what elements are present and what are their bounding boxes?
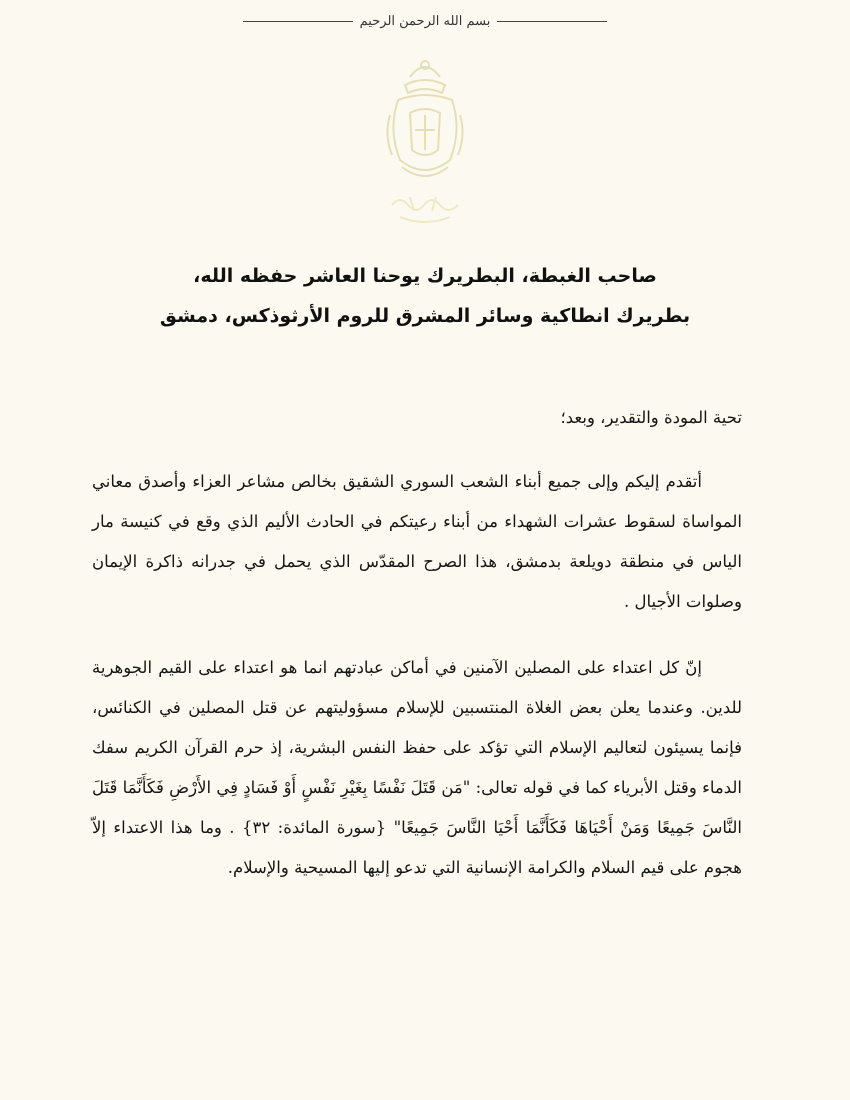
basmala-header: [0, 14, 850, 29]
paragraph-condemnation: إنّ كل اعتداء على المصلين الآمنين في أماكن عبادتهم انما هو اعتداء على القيم الجوهرية للدين. وعندما يعلن بعض الغلاة المنتسبين للإسلام مسؤوليتهم عن قتل المصلين في الكنائس، فإنما يسيئون لتعاليم الإسلام التي تؤكد على حفظ النفس البشرية، إذ حرم القرآن الكريم سفك الدماء وقتل الأبرياء كما في قوله تعالى: "مَن قَتَلَ نَفْسًا بِغَيْرِ نَفْسٍ أَوْ فَسَادٍ فِي الأَرْضِ فَكَأَنَّمَا قَتَلَ النَّاسَ جَمِيعًا وَمَنْ أَحْيَاهَا فَكَأَنَّمَا أَحْيَا النَّاسَ جَمِيعًا" {سورة المائدة: ٣٢} . وما هذا الاعتداء إلاّ هجوم على قيم السلام والكرامة الإنسانية التي تدعو إليها المسيحية والإسلام.: [92, 658, 742, 877]
paragraph-condolence: أتقدم إليكم وإلى جميع أبناء الشعب السوري الشقيق بخالص مشاعر العزاء وأصدق معاني المواساة لسقوط عشرات الشهداء من أبناء رعيتكم في الحادث الأليم الذي وقع في كنيسة مار الياس في منطقة دويلعة بدمشق، هذا الصرح المقدّس الذي يحمل في جدرانه ذاكرة الإيمان وصلوات الأجيال .: [92, 472, 742, 611]
royal-crown-emblem-icon: [380, 55, 470, 230]
recipient-address: [0, 256, 850, 336]
letter-body: [92, 400, 742, 888]
basmala-rule-right: [497, 21, 607, 22]
address-line-1: صاحب الغبطة، البطريرك يوحنا العاشر حفظه الله،: [193, 265, 657, 287]
greeting: تحية المودة والتقدير، وبعد؛: [560, 408, 742, 427]
basmala-rule-left: [243, 21, 353, 22]
address-line-2: بطريرك انطاكية وسائر المشرق للروم الأرثوذكس، دمشق: [159, 305, 691, 327]
basmala-text: بسم الله الرحمن الرحيم: [359, 14, 491, 29]
